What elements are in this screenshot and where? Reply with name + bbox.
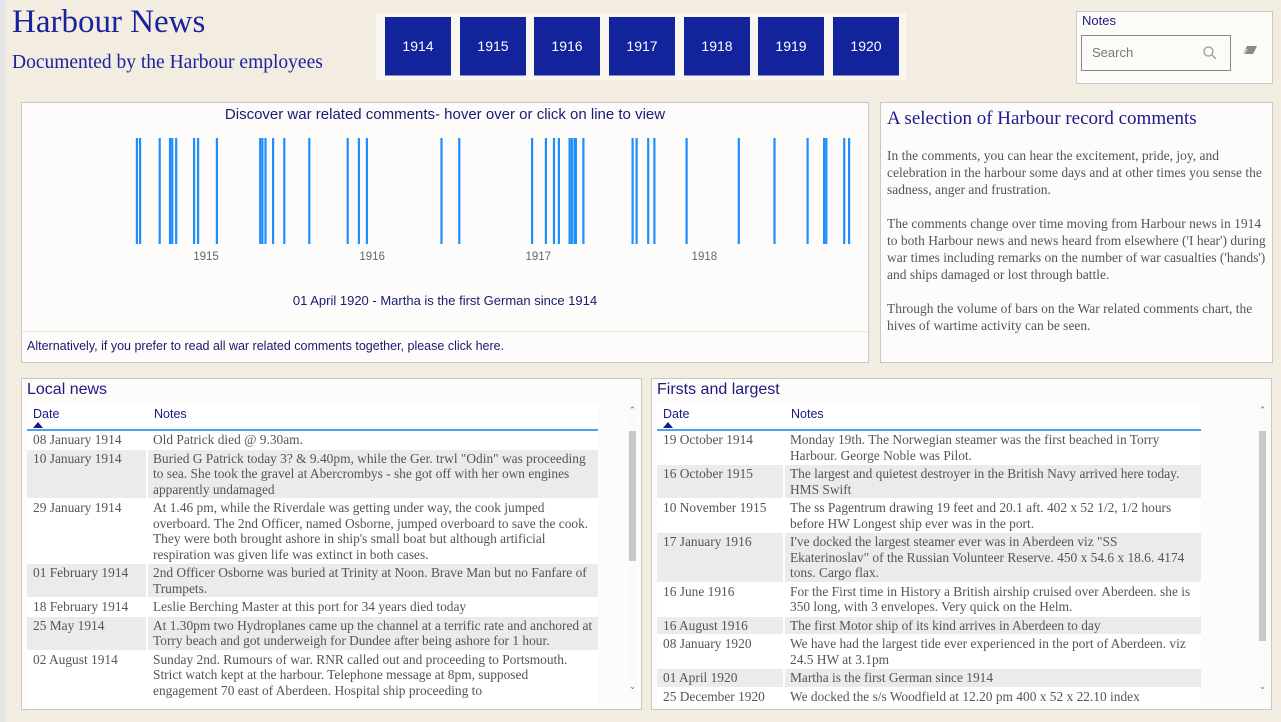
war-comment-bar[interactable] — [582, 138, 584, 244]
firsts-scrollbar[interactable] — [1258, 405, 1267, 695]
year-button-1916[interactable]: 1916 — [534, 17, 600, 76]
table-body — [27, 431, 598, 700]
cell-notes: The ss Pagentrum drawing 19 feet and 20.1 aft. 402 x 52 1/2, 1/2 hours before HW Longest ship ever was in the port. — [790, 500, 1172, 531]
cell-date: 29 January 1914 — [27, 499, 148, 563]
war-comment-bar[interactable] — [773, 138, 775, 244]
war-comment-bar[interactable] — [823, 138, 825, 244]
year-slicer — [376, 13, 906, 80]
cell-notes: 2nd Officer Osborne was buried at Trinity at Noon. Brave Man but no Fanfare of Trumpets. — [153, 565, 587, 596]
scroll-up-icon[interactable]: ⌃ — [628, 405, 637, 415]
cell-date: 08 January 1914 — [27, 431, 148, 449]
x-tick-label: 1917 — [525, 251, 552, 263]
war-comment-bar[interactable] — [575, 138, 577, 244]
war-comment-bar[interactable] — [558, 138, 560, 244]
cell-notes: For the First time in History a British airship cruised over Aberdeen. she is 350 long, with 3 envelopes. Very quick on the Helm. — [790, 583, 1191, 614]
war-comment-bar[interactable] — [366, 138, 368, 244]
local-news-title: Local news — [27, 381, 108, 398]
cell-notes: Buried G Patrick today 3? & 9.40pm, while the Ger. trwl "Odin" was proceeding to sea. She took the gravel at Abercrombys - she got off with her own engines apparently undamaged — [153, 450, 586, 497]
war-comment-bar[interactable] — [264, 138, 266, 244]
war-comment-bar[interactable] — [440, 138, 442, 244]
year-button-1915[interactable]: 1915 — [460, 17, 526, 76]
x-tick-label: 1918 — [691, 251, 718, 263]
cell-notes: Martha is the first German since 1914 — [790, 670, 994, 685]
table-row[interactable] — [657, 669, 1201, 688]
notes-search-input[interactable] — [1092, 45, 1202, 60]
cell-date: 17 January 1916 — [657, 533, 785, 582]
table-row[interactable] — [657, 533, 1201, 583]
war-comment-bar[interactable] — [171, 138, 173, 244]
war-comment-bar[interactable] — [738, 138, 740, 244]
scrollbar-thumb[interactable] — [1259, 431, 1266, 641]
year-button-1918[interactable]: 1918 — [684, 17, 750, 76]
cell-date: 10 November 1915 — [657, 499, 785, 532]
war-comment-bar[interactable] — [632, 138, 634, 244]
info-panel — [880, 102, 1273, 363]
cell-date: 01 April 1920 — [657, 669, 785, 687]
table-row[interactable] — [27, 564, 598, 598]
war-comment-bar[interactable] — [139, 138, 141, 244]
cell-date: 18 February 1914 — [27, 598, 148, 616]
info-paragraph: Through the volume of bars on the War related comments chart, the hives of wartime activity can be seen. — [887, 301, 1253, 333]
sort-ascending-icon — [33, 422, 43, 428]
war-comment-bar[interactable] — [825, 138, 827, 244]
table-row[interactable] — [657, 465, 1201, 499]
war-comment-bar[interactable] — [636, 138, 638, 244]
cell-date: 01 February 1914 — [27, 564, 148, 597]
x-tick-label: 1916 — [359, 251, 385, 263]
table-row[interactable] — [657, 583, 1201, 617]
table-row[interactable] — [27, 651, 598, 701]
war-comment-bar[interactable] — [647, 138, 649, 244]
local-news-card — [21, 378, 642, 710]
war-comment-bar[interactable] — [358, 138, 360, 244]
scrollbar-thumb[interactable] — [629, 431, 636, 561]
cell-date: 08 January 1920 — [657, 635, 785, 668]
cell-date: 10 January 1914 — [27, 450, 148, 499]
column-header-notes[interactable]: Notes — [154, 407, 187, 421]
war-comment-bar[interactable] — [843, 138, 845, 244]
war-comment-bar[interactable] — [653, 138, 655, 244]
war-comment-bar[interactable] — [272, 138, 274, 244]
year-button-1914[interactable]: 1914 — [385, 17, 451, 76]
table-row[interactable] — [27, 431, 598, 450]
firsts-largest-card — [651, 378, 1272, 710]
cell-notes: We docked the s/s Woodfield at 12.20 pm 400 x 52 x 22.10 index — [790, 688, 1140, 704]
year-button-1919[interactable]: 1919 — [758, 17, 824, 76]
table-body — [657, 431, 1201, 706]
info-panel-body — [887, 147, 1273, 351]
selected-comment-caption: 01 April 1920 - Martha is the first German since 1914 — [292, 293, 598, 308]
cell-notes: At 1.46 pm, while the Riverdale was getting under way, the cook jumped overboard. The 2nd Officer, named Osborne, jumped overboard to save the cook. They were both brought ashore in ship's small boat but although artificial respiration was given life was extinct in both cases. — [153, 500, 589, 562]
war-comment-bar[interactable] — [308, 138, 310, 244]
war-comment-bar[interactable] — [545, 138, 547, 244]
cell-notes: Leslie Berching Master at this port for 34 years died today — [153, 599, 467, 614]
table-row[interactable] — [657, 688, 1201, 707]
war-comment-bar[interactable] — [175, 138, 177, 244]
scroll-down-icon[interactable]: ⌄ — [628, 681, 637, 691]
war-comment-bar[interactable] — [569, 138, 571, 244]
year-button-1917[interactable]: 1917 — [609, 17, 675, 76]
left-edge — [0, 0, 6, 722]
search-icon[interactable] — [1202, 45, 1218, 61]
year-button-1920[interactable]: 1920 — [833, 17, 899, 76]
table-row[interactable] — [27, 617, 598, 651]
cell-date: 02 August 1914 — [27, 651, 148, 700]
table-row[interactable] — [657, 617, 1201, 636]
cell-notes: Old Patrick died @ 9.30am. — [153, 432, 303, 447]
sort-ascending-icon — [663, 422, 673, 428]
war-comment-bar[interactable] — [571, 138, 573, 244]
table-row[interactable] — [27, 499, 598, 564]
cell-notes: The first Motor ship of its kind arrives in Aberdeen to day — [790, 617, 1101, 633]
firsts-largest-title: Firsts and largest — [657, 381, 780, 398]
cell-notes: Monday 19th. The Norwegian steamer was the first beached in Torry Harbour. George Noble was Pilot. — [790, 432, 1160, 463]
cell-date: 16 August 1916 — [657, 617, 785, 635]
info-paragraph: In the comments, you can hear the excitement, pride, joy, and celebration in the harbour some days and at other times you sense the sadness, anger and frustration. — [887, 148, 1262, 197]
local-news-table — [27, 403, 598, 709]
local-news-scrollbar[interactable] — [628, 405, 637, 695]
table-row[interactable] — [657, 635, 1201, 669]
column-header-date[interactable]: Date — [663, 407, 690, 421]
war-comment-bar[interactable] — [193, 138, 195, 244]
cell-notes: Sunday 2nd. Rumours of war. RNR called out and proceeding to Portsmouth. Strict watch kept at the harbour. Telephone message at 8pm, supposed engagement 70 east of Aberdeen. Hospital ship proceeding to — [153, 651, 568, 698]
war-comment-bar[interactable] — [458, 138, 460, 244]
cell-date: 25 December 1920 — [657, 688, 785, 706]
war-comment-bar[interactable] — [136, 138, 138, 244]
cell-notes: The largest and quietest destroyer in the British Navy arrived here today. HMS Swift — [790, 466, 1180, 497]
war-comment-bar[interactable] — [283, 138, 285, 244]
war-comment-bar[interactable] — [159, 138, 161, 244]
notes-search-box[interactable] — [1081, 35, 1231, 71]
cell-date: 19 October 1914 — [657, 431, 785, 464]
war-comment-bar[interactable] — [347, 138, 349, 244]
cell-date: 16 October 1915 — [657, 465, 785, 498]
notes-slicer — [1076, 11, 1273, 84]
table-row[interactable] — [27, 598, 598, 617]
table-row[interactable] — [657, 499, 1201, 533]
cell-notes: At 1.30pm two Hydroplanes came up the channel at a terrific rate and anchored at Torry beach and got underweigh for Dundee after being ashore for 1 hour. — [153, 617, 593, 648]
notes-slicer-label: Notes — [1082, 13, 1116, 28]
war-comment-bar[interactable] — [531, 138, 533, 244]
war-comment-bar[interactable] — [169, 138, 171, 244]
table-row[interactable] — [27, 450, 598, 500]
page-subtitle: Documented by the Harbour employees — [12, 52, 323, 73]
cell-notes: I've docked the largest steamer ever was in Aberdeen viz "SS Ekaterinoslav" of the Russian Volunteer Reserve. 450 x 54.6 x 18.6. 4174 tons. Cargo flax. — [790, 534, 1185, 580]
info-panel-title: A selection of Harbour record comments — [887, 108, 1197, 129]
info-paragraph: The comments change over time moving from Harbour news in 1914 to both Harbour news and news heard from elsewhere ('I hear') during war times including remarks on the number of war casualties ('hands') and ships damaged or lost through battle. — [887, 216, 1266, 282]
war-comment-bar[interactable] — [848, 138, 850, 244]
table-header — [657, 403, 1201, 431]
war-comments-chart — [22, 103, 868, 273]
war-comment-bar[interactable] — [686, 138, 688, 244]
war-comment-bar[interactable] — [259, 138, 261, 244]
scroll-up-icon[interactable]: ⌃ — [1258, 405, 1267, 415]
war-comments-chart-card — [21, 102, 869, 363]
table-row[interactable] — [657, 431, 1201, 465]
column-header-notes[interactable]: Notes — [791, 407, 824, 421]
war-comment-bar[interactable] — [261, 138, 263, 244]
eraser-icon[interactable] — [1242, 44, 1258, 58]
cell-notes: We have had the largest tide ever experienced in the port of Aberdeen. viz 24.5 HW at 3.1pm — [790, 636, 1186, 667]
scroll-down-icon[interactable]: ⌄ — [1258, 681, 1267, 691]
war-comment-bar[interactable] — [553, 138, 555, 244]
column-header-date[interactable]: Date — [33, 407, 60, 421]
chart-title: Discover war related comments- hover over or click on line to view — [224, 106, 666, 123]
war-comment-bar[interactable] — [807, 138, 809, 244]
war-comment-bar[interactable] — [197, 138, 199, 244]
read-all-comments-link[interactable]: Alternatively, if you prefer to read all war related comments together, please click here. — [22, 331, 868, 363]
cell-date: 25 May 1914 — [27, 617, 148, 650]
page-title: Harbour News — [12, 4, 206, 40]
firsts-largest-table — [657, 403, 1201, 709]
table-header — [27, 403, 598, 431]
cell-date: 16 June 1916 — [657, 583, 785, 616]
war-comment-bar[interactable] — [216, 138, 218, 244]
x-tick-label: 1915 — [193, 251, 219, 263]
